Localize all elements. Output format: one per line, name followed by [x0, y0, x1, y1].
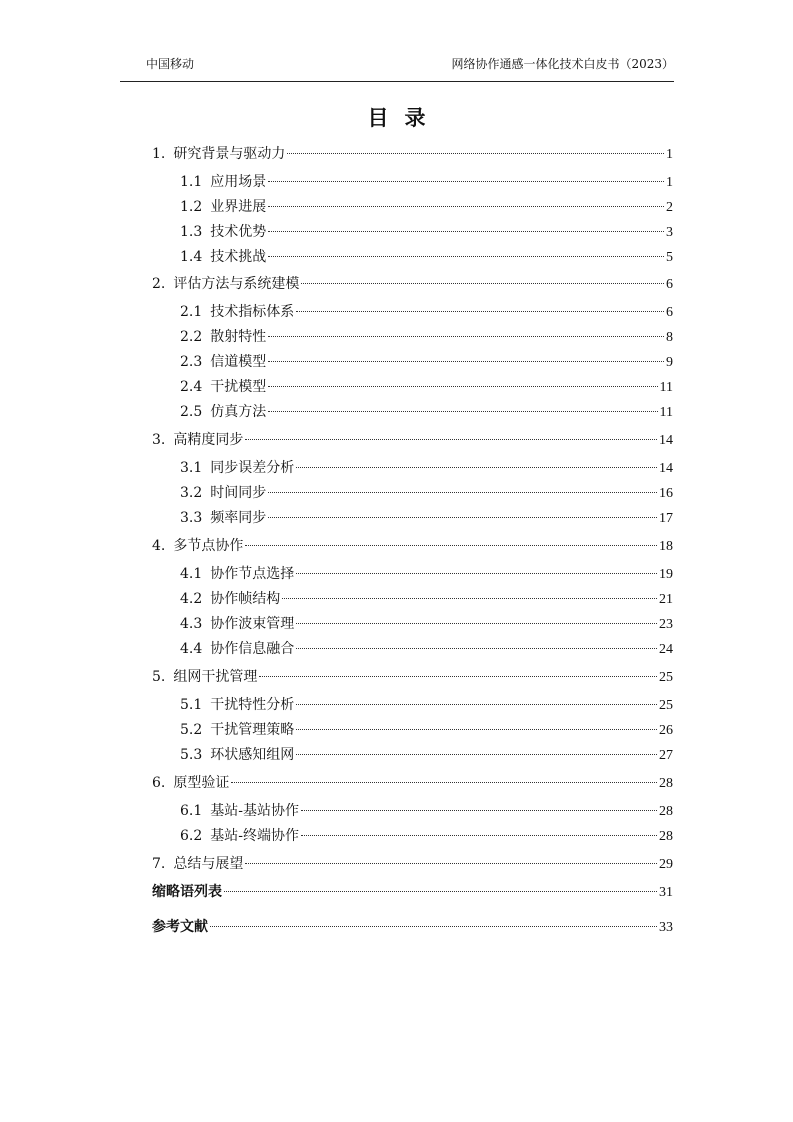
toc-entry[interactable] — [180, 352, 673, 372]
toc-dot-leader — [231, 782, 657, 783]
toc-entry-label: 多节点协作 — [173, 538, 244, 554]
toc-title: 目录 — [367, 106, 442, 130]
toc-dot-leader — [268, 361, 664, 362]
toc-entry-number: 2.1 — [180, 304, 203, 320]
toc-dot-leader — [268, 231, 664, 232]
toc-entry-label: 协作帧结构 — [210, 591, 281, 607]
toc-entry[interactable] — [152, 536, 673, 556]
toc-entry-number: 2.5 — [180, 404, 203, 420]
header-divider — [120, 81, 674, 82]
toc-dot-leader — [245, 863, 657, 864]
toc-dot-leader — [301, 835, 657, 836]
toc-dot-leader — [245, 439, 657, 440]
toc-dot-leader — [301, 810, 657, 811]
toc-entry-number: 6. — [152, 775, 166, 791]
toc-dot-leader — [210, 926, 657, 927]
toc-entry-page-number: 11 — [659, 405, 673, 420]
toc-entry-number: 3.1 — [180, 460, 203, 476]
toc-entry-page-number: 29 — [659, 857, 673, 872]
toc-entry-page-number: 16 — [659, 486, 673, 501]
toc-entry[interactable] — [180, 197, 673, 217]
toc-entry-label: 参考文献 — [152, 919, 208, 935]
toc-dot-leader — [224, 891, 657, 892]
toc-entry-page-number: 6 — [666, 277, 673, 292]
toc-entry-label: 干扰特性分析 — [210, 697, 295, 713]
toc-entry-page-number: 1 — [666, 147, 673, 162]
toc-entry[interactable] — [180, 222, 673, 242]
toc-entry[interactable] — [152, 917, 673, 937]
toc-entry[interactable] — [180, 327, 673, 347]
toc-entry-page-number: 8 — [666, 330, 673, 345]
toc-entry-number: 4. — [152, 538, 166, 554]
toc-entry-label: 时间同步 — [210, 485, 267, 501]
toc-entry-label: 干扰模型 — [210, 379, 267, 395]
toc-entry-number: 4.3 — [180, 616, 203, 632]
toc-entry-label: 频率同步 — [210, 510, 267, 526]
toc-entry-page-number: 17 — [659, 511, 673, 526]
toc-entry[interactable] — [180, 172, 673, 192]
toc-entry-page-number: 3 — [666, 225, 673, 240]
toc-entry-number: 3.2 — [180, 485, 203, 501]
toc-entry-number: 4.1 — [180, 566, 203, 582]
toc-entry[interactable] — [180, 402, 673, 422]
toc-entry[interactable] — [180, 302, 673, 322]
toc-entry[interactable] — [180, 564, 673, 584]
toc-entry-label: 散射特性 — [210, 329, 267, 345]
toc-entry[interactable] — [152, 667, 673, 687]
toc-entry-page-number: 26 — [659, 723, 673, 738]
toc-entry-number: 2. — [152, 276, 166, 292]
toc-entry-page-number: 14 — [659, 433, 673, 448]
toc-entry[interactable] — [180, 377, 673, 397]
toc-entry-page-number: 31 — [659, 885, 673, 900]
toc-entry-label: 组网干扰管理 — [173, 669, 258, 685]
toc-entry-number: 1.2 — [180, 199, 203, 215]
toc-entry-label: 协作波束管理 — [210, 616, 295, 632]
toc-entry[interactable] — [180, 639, 673, 659]
header-company: 中国移动 — [146, 57, 195, 71]
toc-dot-leader — [296, 704, 657, 705]
toc-entry-label: 评估方法与系统建模 — [173, 276, 300, 292]
toc-dot-leader — [296, 729, 657, 730]
toc-dot-leader — [268, 336, 664, 337]
toc-dot-leader — [259, 676, 657, 677]
toc-entry-label: 研究背景与驱动力 — [173, 146, 286, 162]
page-header — [120, 55, 674, 75]
toc-dot-leader — [268, 206, 664, 207]
toc-entry-page-number: 9 — [666, 355, 673, 370]
toc-entry-label: 技术挑战 — [210, 249, 267, 265]
toc-dot-leader — [296, 573, 657, 574]
toc-entry-label: 基站-终端协作 — [210, 828, 299, 844]
toc-dot-leader — [268, 181, 664, 182]
toc-entry-page-number: 28 — [659, 776, 673, 791]
toc-entry-page-number: 23 — [659, 617, 673, 632]
toc-entry[interactable] — [180, 695, 673, 715]
toc-entry-page-number: 5 — [666, 250, 673, 265]
toc-dot-leader — [282, 598, 657, 599]
toc-entry-label: 高精度同步 — [173, 432, 244, 448]
toc-entry-label: 业界进展 — [210, 199, 267, 215]
toc-entry-label: 基站-基站协作 — [210, 803, 299, 819]
toc-entry-page-number: 18 — [659, 539, 673, 554]
toc-entry-number: 1.3 — [180, 224, 203, 240]
toc-entry-number: 6.1 — [180, 803, 203, 819]
toc-entry-label: 技术优势 — [210, 224, 267, 240]
toc-entry-label: 干扰管理策略 — [210, 722, 295, 738]
toc-entry-page-number: 6 — [666, 305, 673, 320]
toc-entry-number: 7. — [152, 856, 166, 872]
toc-entry[interactable] — [180, 247, 673, 267]
toc-dot-leader — [268, 256, 664, 257]
header-document-title: 网络协作通感一体化技术白皮书（2023） — [451, 57, 674, 71]
toc-entry[interactable] — [180, 826, 673, 846]
toc-entry[interactable] — [152, 854, 673, 874]
toc-entry-label: 协作节点选择 — [210, 566, 295, 582]
toc-entry-label: 协作信息融合 — [210, 641, 295, 657]
toc-entry[interactable] — [180, 483, 673, 503]
toc-entry-label: 缩略语列表 — [152, 884, 222, 900]
toc-entry-number: 6.2 — [180, 828, 203, 844]
toc-entry[interactable] — [152, 144, 673, 164]
toc-entry-number: 3. — [152, 432, 166, 448]
toc-entry-number: 5.3 — [180, 747, 203, 763]
toc-entry-number: 5. — [152, 669, 166, 685]
toc-entry-number: 5.2 — [180, 722, 203, 738]
toc-dot-leader — [268, 492, 657, 493]
toc-entry-number: 1. — [152, 146, 166, 162]
toc-dot-leader — [268, 411, 657, 412]
toc-entry-page-number: 14 — [659, 461, 673, 476]
toc-entry[interactable] — [180, 801, 673, 821]
toc-entry-number: 2.3 — [180, 354, 203, 370]
toc-entry-page-number: 11 — [659, 380, 673, 395]
toc-entry[interactable] — [180, 614, 673, 634]
toc-entry-label: 技术指标体系 — [210, 304, 295, 320]
toc-dot-leader — [296, 648, 657, 649]
toc-entry[interactable] — [180, 745, 673, 765]
toc-entry-number: 5.1 — [180, 697, 203, 713]
toc-entry-number: 1.1 — [180, 174, 203, 190]
toc-entry-label: 信道模型 — [210, 354, 267, 370]
toc-entry-page-number: 21 — [659, 592, 673, 607]
toc-dot-leader — [301, 283, 664, 284]
toc-dot-leader — [245, 545, 657, 546]
toc-entry-page-number: 28 — [659, 804, 673, 819]
toc-entry-label: 总结与展望 — [173, 856, 244, 872]
toc-entry-label: 应用场景 — [210, 174, 267, 190]
toc-dot-leader — [296, 754, 657, 755]
toc-dot-leader — [296, 623, 657, 624]
toc-entry[interactable] — [180, 589, 673, 609]
toc-entry-label: 同步误差分析 — [210, 460, 295, 476]
toc-entry-number: 3.3 — [180, 510, 203, 526]
toc-entry[interactable] — [180, 458, 673, 478]
toc-dot-leader — [296, 311, 664, 312]
toc-entry-label: 环状感知组网 — [210, 747, 295, 763]
toc-entry-number: 4.2 — [180, 591, 203, 607]
toc-dot-leader — [287, 153, 664, 154]
toc-entry[interactable] — [180, 508, 673, 528]
toc-entry-page-number: 19 — [659, 567, 673, 582]
toc-dot-leader — [296, 467, 657, 468]
toc-entry-number: 2.4 — [180, 379, 203, 395]
toc-entry-number: 2.2 — [180, 329, 203, 345]
toc-entry-number: 1.4 — [180, 249, 203, 265]
toc-dot-leader — [268, 386, 657, 387]
toc-entry[interactable] — [152, 882, 673, 902]
toc-entry[interactable] — [152, 430, 673, 450]
toc-entry-label: 仿真方法 — [210, 404, 267, 420]
toc-entry-page-number: 25 — [659, 670, 673, 685]
toc-entry[interactable] — [152, 274, 673, 294]
toc-dot-leader — [268, 517, 657, 518]
toc-entry-page-number: 25 — [659, 698, 673, 713]
toc-entry-page-number: 33 — [659, 920, 673, 935]
toc-entry-page-number: 2 — [666, 200, 673, 215]
toc-entry-page-number: 24 — [659, 642, 673, 657]
toc-entry-page-number: 28 — [659, 829, 673, 844]
toc-entry[interactable] — [180, 720, 673, 740]
toc-entry-label: 原型验证 — [173, 775, 230, 791]
toc-entry-page-number: 1 — [666, 175, 673, 190]
toc-entry-number: 4.4 — [180, 641, 203, 657]
toc-entry-page-number: 27 — [659, 748, 673, 763]
toc-entry[interactable] — [152, 773, 673, 793]
